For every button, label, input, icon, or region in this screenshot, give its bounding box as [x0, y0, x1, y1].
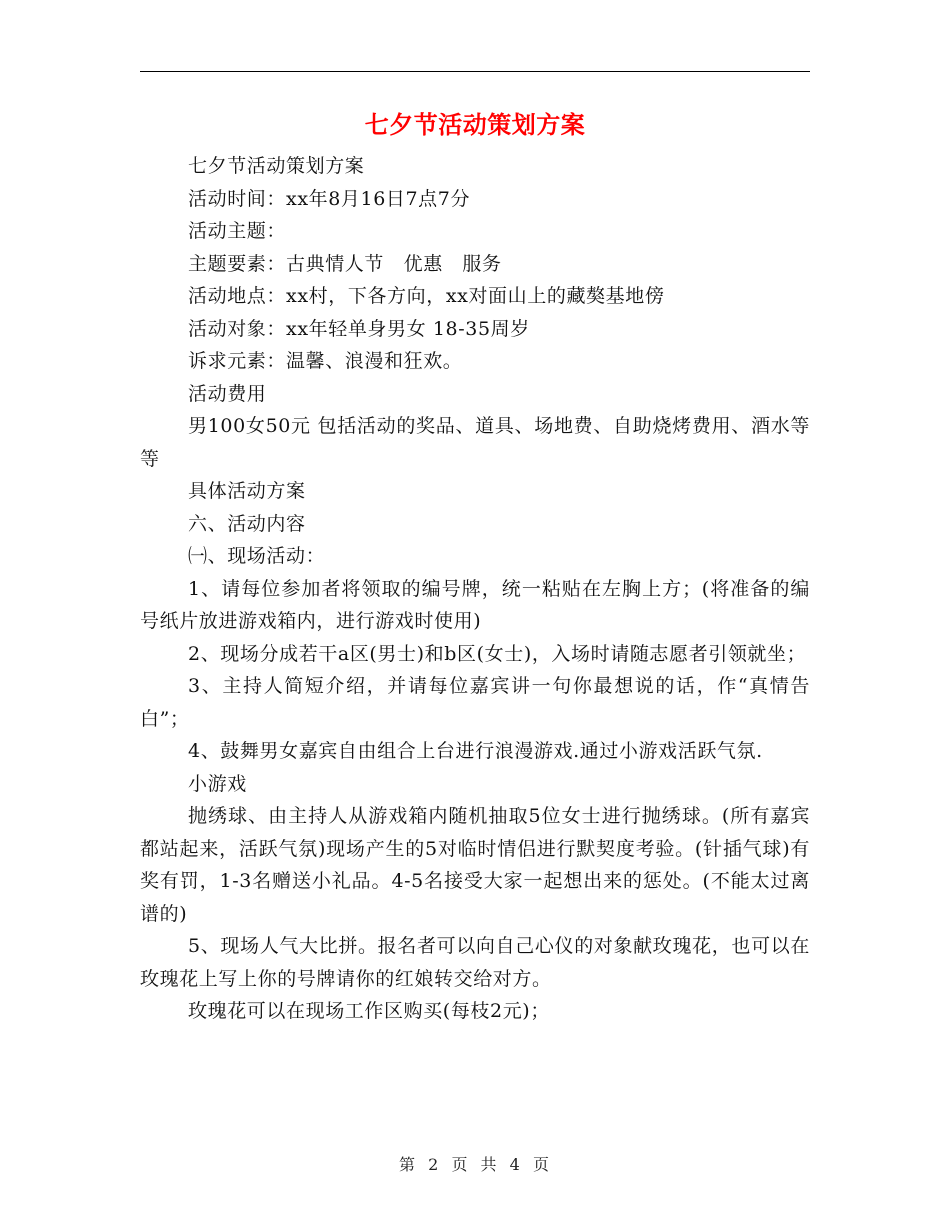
paragraph-item-3: 3、主持人简短介绍，并请每位嘉宾讲一句你最想说的话，作“真情告白”； — [140, 675, 810, 730]
paragraph-time: 活动时间：xx年8月16日7点7分 — [188, 187, 471, 210]
page-footer — [0, 1153, 950, 1177]
paragraph-mini-game: 抛绣球、由主持人从游戏箱内随机抽取5位女士进行抛绣球。(所有嘉宾都站起来，活跃气氛)现场产生的5对临时情侣进行默契度考验。(针插气球)有奖有罚，1-3名赠送小礼品。4-5名接受大家一起想出来的惩处。(不能太过离谱的) — [140, 805, 810, 925]
footer-page-unit: 页 — [451, 1155, 470, 1174]
footer-page-number: 2 — [428, 1155, 441, 1174]
paragraph-appeal: 诉求元素：温馨、浪漫和狂欢。 — [188, 350, 463, 372]
paragraph-plan-heading: 具体活动方案 — [188, 480, 306, 502]
header-rule — [140, 71, 810, 72]
footer-total-unit: 页 — [532, 1155, 551, 1174]
paragraph-item-1: 1、请每位参加者将领取的编号牌，统一粘贴在左胸上方；(将准备的编号纸片放进游戏箱内，进行游戏时使用) — [140, 577, 810, 632]
paragraph-heading: 七夕节活动策划方案 — [188, 155, 365, 177]
paragraph-audience: 活动对象：xx年轻单身男女 18-35周岁 — [188, 317, 530, 340]
paragraph-theme: 活动主题： — [188, 220, 287, 242]
paragraph-theme-elements: 主题要素：古典情人节 优惠 服务 — [188, 252, 502, 275]
document-title: 七夕节活动策划方案 — [364, 110, 586, 139]
paragraph-onsite: ㈠、现场活动： — [188, 545, 326, 567]
footer-total-prefix: 共 — [480, 1155, 499, 1174]
paragraph-item-4: 4、鼓舞男女嘉宾自由组合上台进行浪漫游戏.通过小游戏活跃气氛. — [188, 740, 763, 762]
paragraph-mini-game-heading: 小游戏 — [188, 772, 247, 795]
paragraph-section-six: 六、活动内容 — [188, 512, 306, 535]
paragraph-item-2: 2、现场分成若干a区(男士)和b区(女士)，入场时请随志愿者引领就坐； — [188, 642, 807, 665]
paragraph-rose-price: 玫瑰花可以在现场工作区购买(每枝2元)； — [188, 1000, 550, 1022]
paragraph-cost: 男100女50元 包括活动的奖品、道具、场地费、自助烧烤费用、酒水等等 — [140, 415, 810, 470]
footer-prefix: 第 — [399, 1155, 418, 1174]
document-body — [140, 150, 810, 1028]
footer-total-pages: 4 — [509, 1155, 522, 1174]
paragraph-item-5: 5、现场人气大比拼。报名者可以向自己心仪的对象献玫瑰花，也可以在玫瑰花上写上你的号牌请你的红娘转交给对方。 — [140, 935, 810, 990]
paragraph-location: 活动地点：xx村，下各方向，xx对面山上的藏獒基地傍 — [188, 285, 665, 307]
paragraph-cost-heading: 活动费用 — [188, 382, 267, 405]
